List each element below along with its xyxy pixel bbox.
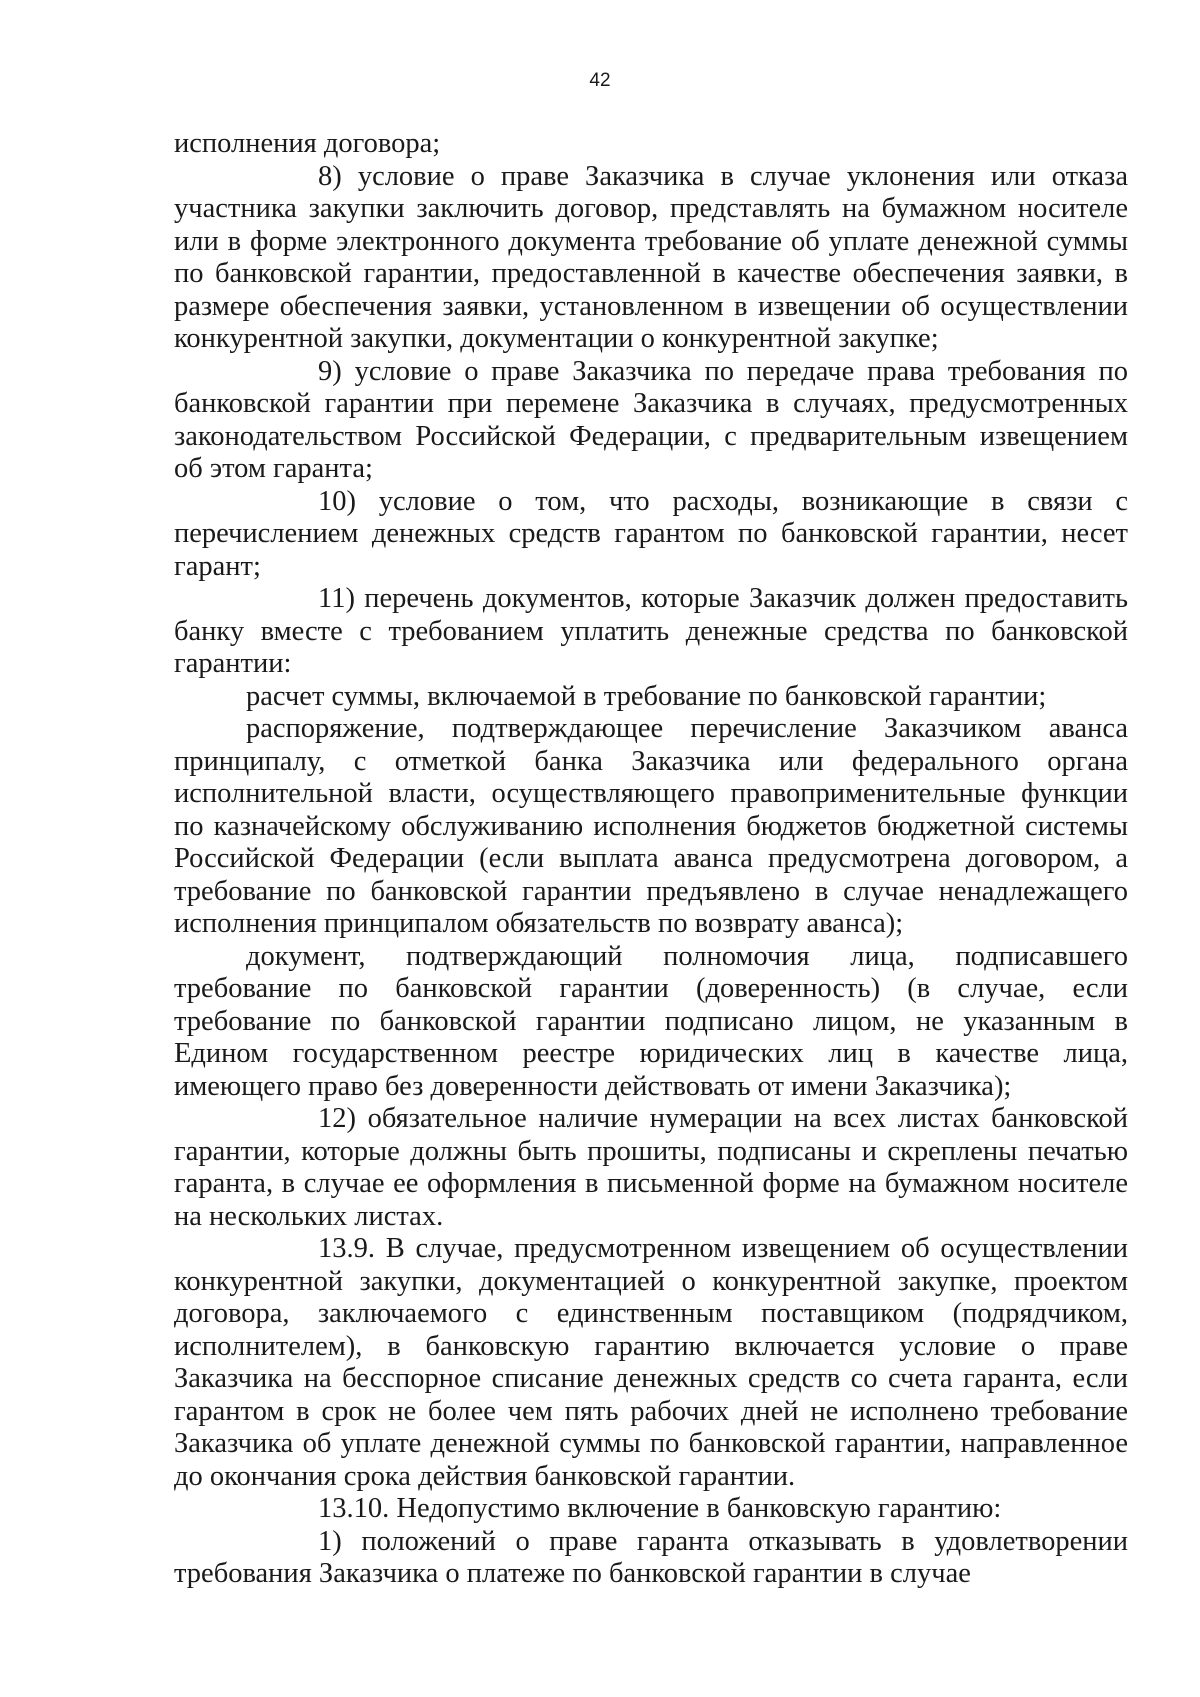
list-item-number: 10) [318, 485, 356, 517]
paragraph-text: условие о том, что расходы, возникающие в связи с перечислением денежных средств гарантом по банковской гарантии, несет гарант; [174, 485, 1128, 582]
document-body [174, 128, 1128, 1591]
list-item-number: 11) [318, 583, 355, 614]
section-13-10 [174, 1493, 1128, 1526]
list-item-number: 12) [318, 1103, 356, 1134]
paragraph-text: условие о праве Заказчика в случае уклонения или отказа участника закупки заключить договор, представлять на бумажном носителе или в форме электронного документа требование об уплате денежной суммы по банковской гарантии, предоставленной в качестве обеспечения заявки, в размере обеспечения заявки, установленном в извещении об осуществлении конкурентной закупки, документации о конкурентной закупке; [174, 160, 1128, 354]
list-item-number: 1) [318, 1525, 342, 1557]
list-item-number: 8) [318, 160, 342, 192]
section-number: 13.10. [318, 1493, 390, 1524]
list-item-11 [174, 583, 1128, 681]
section-13-9 [174, 1233, 1128, 1493]
paragraph-text: исполнения договора; [174, 128, 441, 159]
list-item-12 [174, 1103, 1128, 1233]
paragraph-text: В случае, предусмотренном извещением об осуществлении конкурентной закупки, документацией о конкурентной закупке, проектом договора, заключаемого с единственным поставщиком (подрядчиком, исполнителем), в банковскую гарантию включается условие о праве Заказчика на бесспорное списание денежных средств со счета гаранта, если гарантом в срок не более чем пять рабочих дней не исполнено требование Заказчика об уплате денежной суммы по банковской гарантии, направленное до окончания срока действия банковской гарантии. [174, 1233, 1128, 1492]
list-item-9 [174, 356, 1128, 486]
paragraph-text: положений о праве гаранта отказывать в удовлетворении требования Заказчика о платеже по банковской гарантии в случае [174, 1525, 1128, 1589]
paragraph-text: перечень документов, которые Заказчик должен предоставить банку вместе с требованием уплатить денежные средства по банковской гарантии: [174, 583, 1128, 679]
paragraph-text: условие о праве Заказчика по передаче права требования по банковской гарантии при перемене Заказчика в случаях, предусмотренных законодательством Российской Федерации, с предварительным извещением об этом гаранта; [174, 355, 1128, 484]
paragraph-text: расчет суммы, включаемой в требование по банковской гарантии; [246, 680, 1047, 712]
sub-item-calculation [174, 681, 1128, 714]
list-item-8 [174, 161, 1128, 356]
paragraph-text: Недопустимо включение в банковскую гарантию: [396, 1493, 1002, 1524]
list-item-1 [174, 1526, 1128, 1591]
sub-item-order [174, 713, 1128, 941]
paragraph-text: распоряжение, подтверждающее перечисление Заказчиком аванса принципалу, с отметкой банка Заказчика или федерального органа исполнительной власти, осуществляющего правоприменительные функции по казначейскому обслуживанию исполнения бюджетов бюджетной системы Российской Федерации (если выплата аванса предусмотрена договором, а требование по банковской гарантии предъявлено в случае ненадлежащего исполнения принципалом обязательств по возврату аванса); [174, 713, 1128, 939]
sub-item-authority-document [174, 941, 1128, 1104]
page-number: 42 [589, 70, 611, 91]
paragraph-continuation [174, 128, 1128, 161]
list-item-10 [174, 486, 1128, 584]
list-item-number: 9) [318, 355, 342, 387]
paragraph-text: обязательное наличие нумерации на всех листах банковской гарантии, которые должны быть прошиты, подписаны и скреплены печатью гаранта, в случае ее оформления в письменной форме на бумажном носителе на нескольких листах. [174, 1103, 1129, 1232]
section-number: 13.9. [318, 1233, 375, 1264]
paragraph-text: документ, подтверждающий полномочия лица, подписавшего требование по банковской гарантии (доверенность) (в случае, если требование по банковской гарантии подписано лицом, не указанным в Едином государственном реестре юридических лиц в качестве лица, имеющего право без доверенности действовать от имени Заказчика); [174, 940, 1128, 1102]
